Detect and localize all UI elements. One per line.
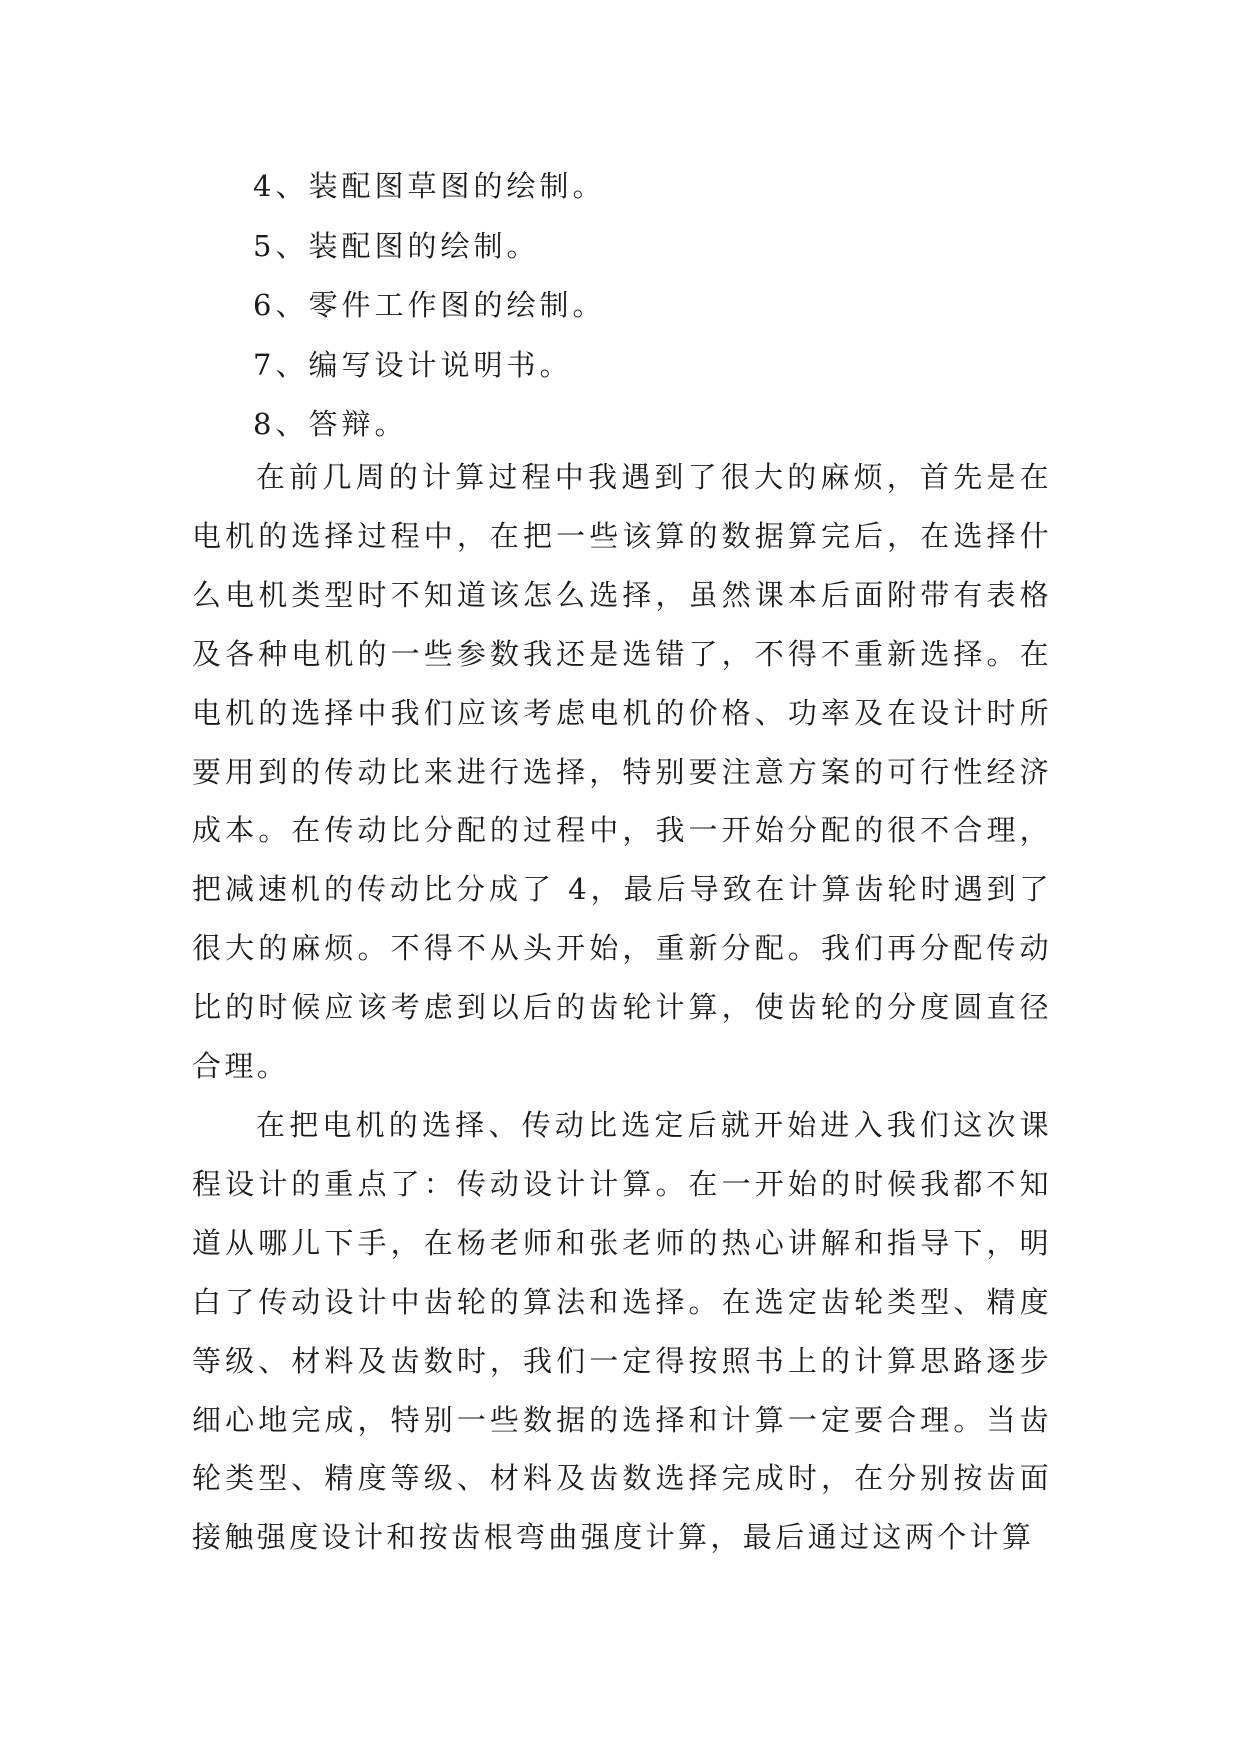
list-item: 8、答辩。: [253, 407, 408, 441]
list-item: 6、零件工作图的绘制。: [253, 288, 606, 322]
body-text: [192, 448, 1052, 1567]
paragraph: 在前几周的计算过程中我遇到了很大的麻烦，首先是在电机的选择过程中，在把一些该算的数据算完后，在选择什么电机类型时不知道该怎么选择，虽然课本后面附带有表格及各种电机的一些参数我还是选错了，不得不重新选择。在电机的选择中我们应该考虑电机的价格、功率及在设计时所要用到的传动比来进行选择，特别要注意方案的可行性经济成本。在传动比分配的过程中，我一开始分配的很不合理，把减速机的传动比分成了 4，最后导致在计算齿轮时遇到了很大的麻烦。不得不从头开始，重新分配。我们再分配传动比的时候应该考虑到以后的齿轮计算，使齿轮的分度圆直径合理。: [192, 460, 1052, 1084]
step-list: [253, 157, 1053, 455]
list-item: 5、装配图的绘制。: [253, 228, 540, 263]
paragraph: 在把电机的选择、传动比选定后就开始进入我们这次课程设计的重点了：传动设计计算。在一开始的时候我都不知道从哪儿下手，在杨老师和张老师的热心讲解和指导下，明白了传动设计中齿轮的算法和选择。在选定齿轮类型、精度等级、材料及齿数时，我们一定得按照书上的计算思路逐步细心地完成，特别一些数据的选择和计算一定要合理。当齿轮类型、精度等级、材料及齿数选择完成时，在分别按齿面接触强度设计和按齿根弯曲强度计算，最后通过这两个计算: [192, 1107, 1052, 1555]
list-item: 4、装配图草图的绘制。: [253, 169, 606, 203]
list-item: 7、编写设计说明书。: [253, 347, 573, 382]
